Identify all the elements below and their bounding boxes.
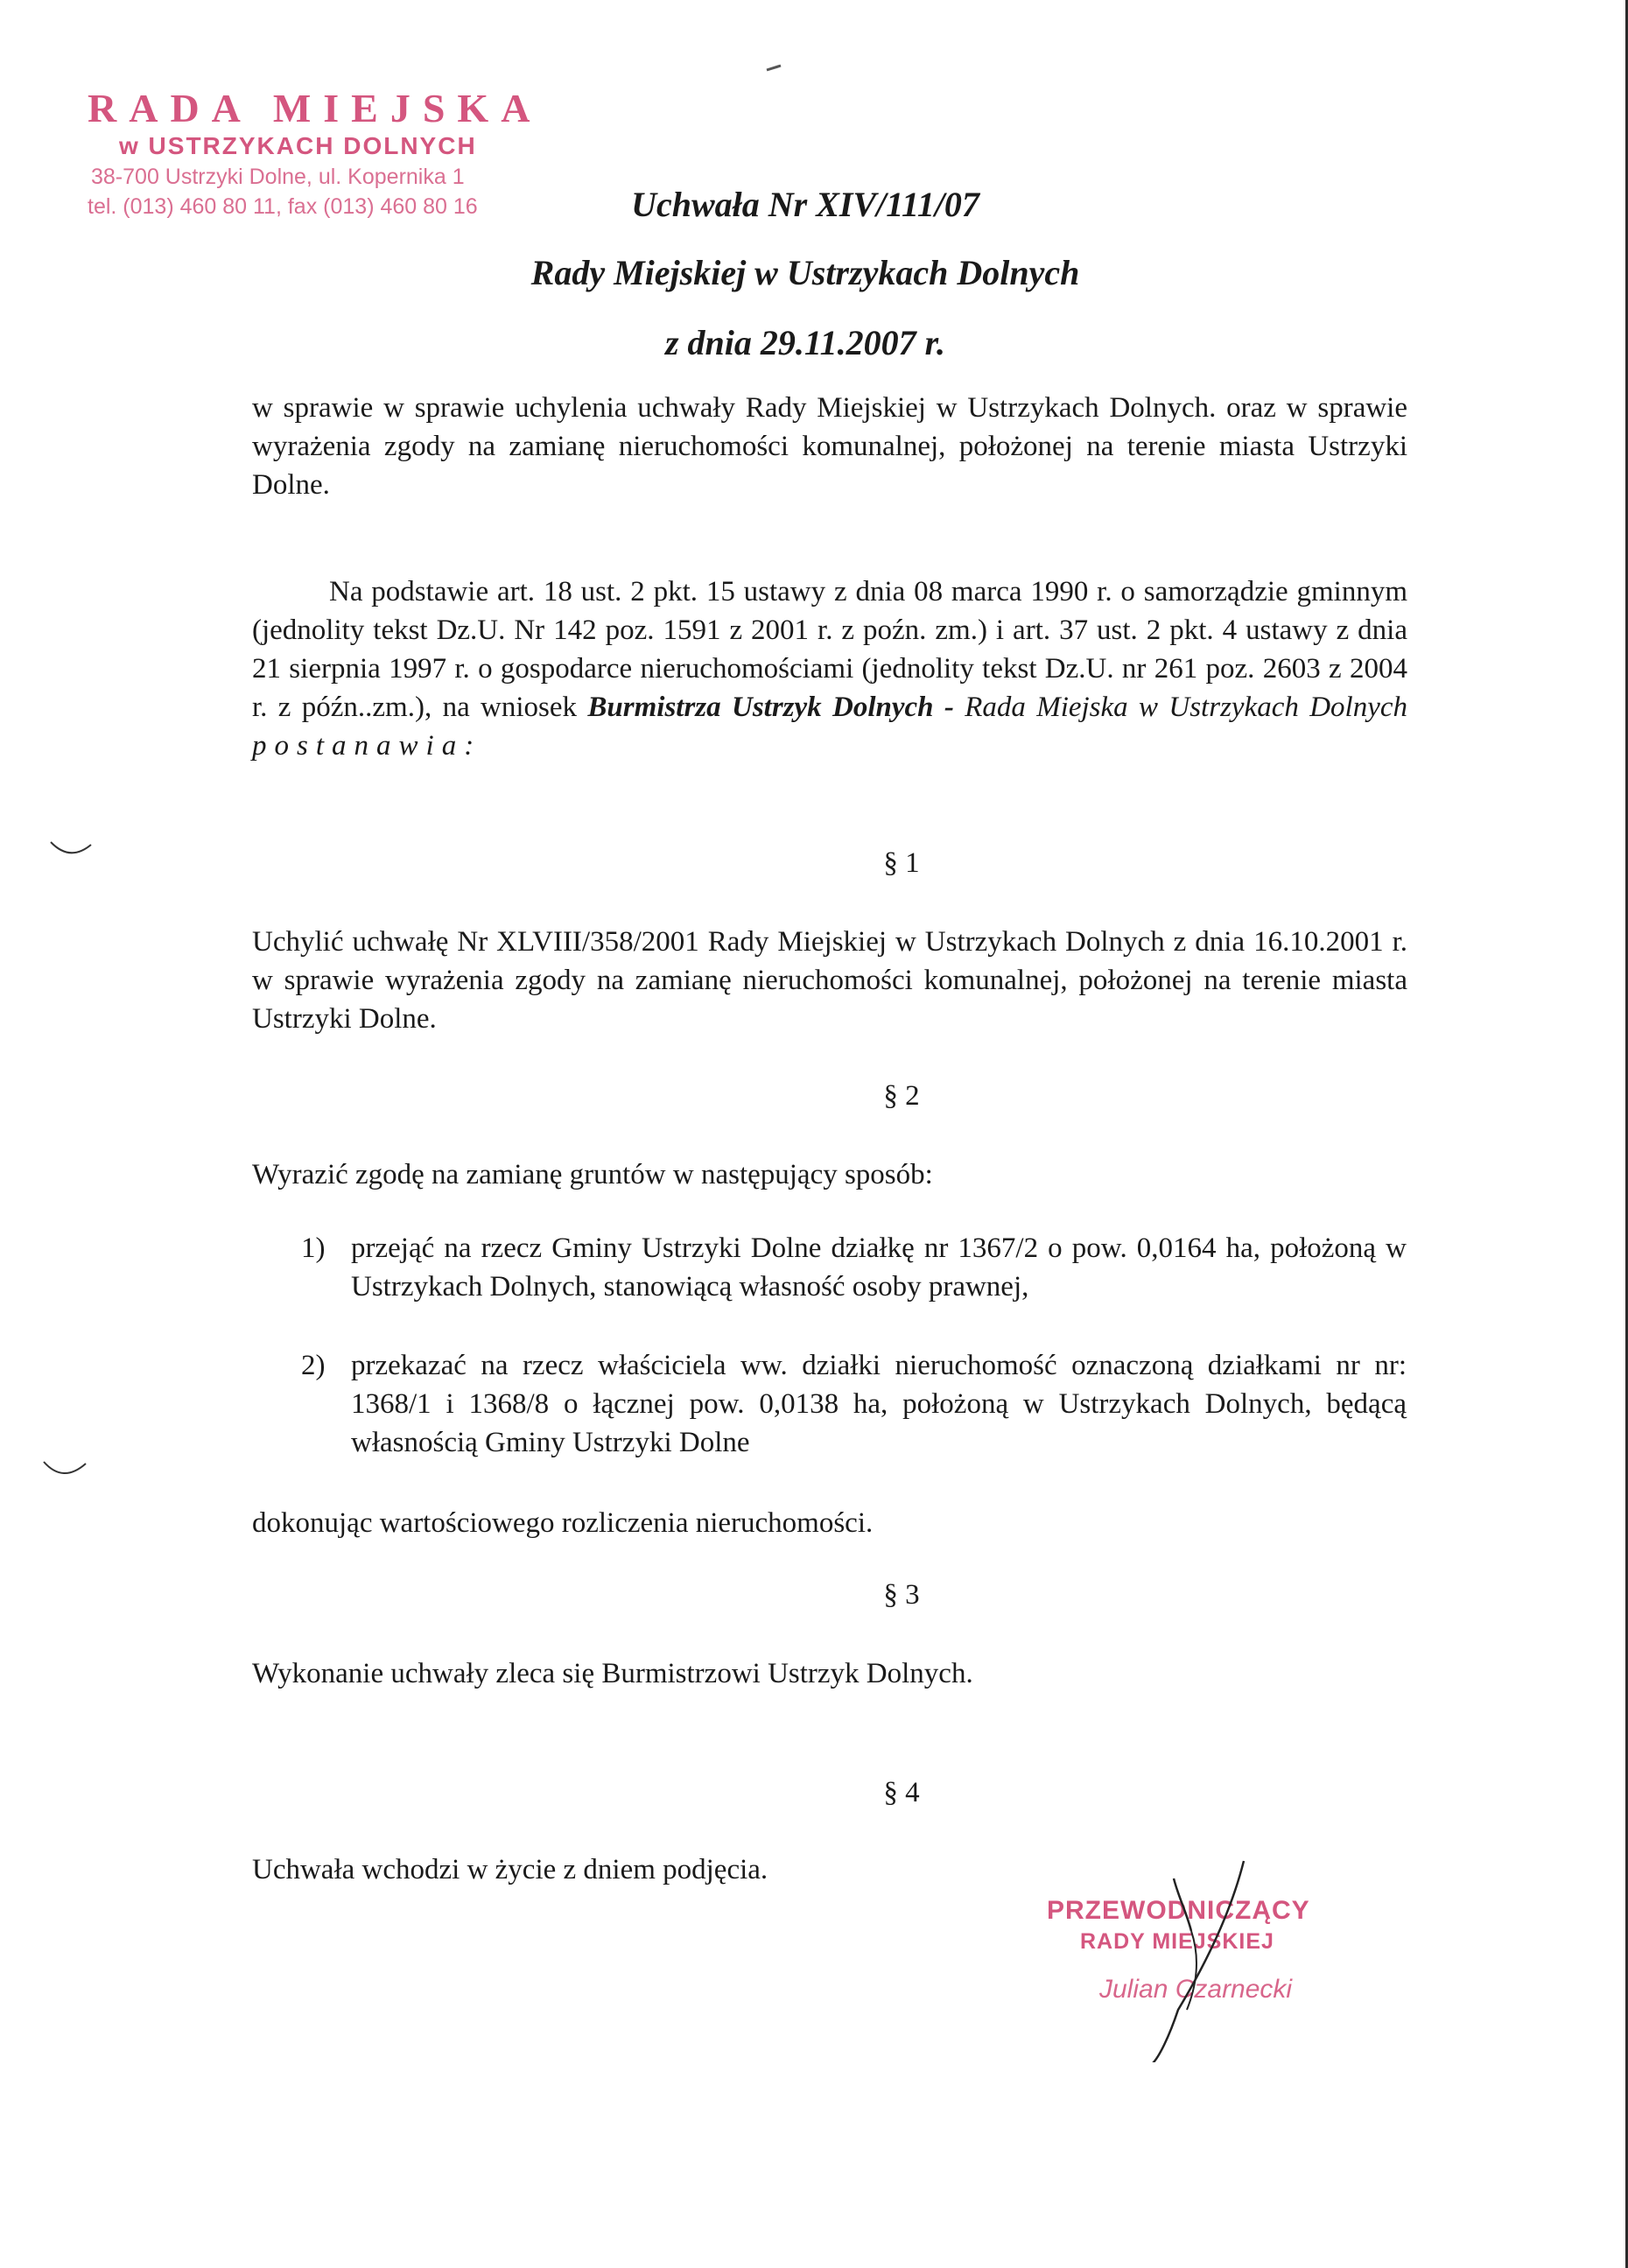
section-body-2: Wyrazić zgodę na zamianę gruntów w następujący sposób: (252, 1159, 933, 1190)
list-item-text: przejąć na rzecz Gminy Ustrzyki Dolne działkę nr 1367/2 o pow. 0,0164 ha, położoną w Ustrzykach Dolnych, stanowiącą własność osoby prawnej, (351, 1232, 1407, 1303)
section-body-4: Uchwała wchodzi w życie z dniem podjęcia. (252, 1854, 768, 1885)
chairman-signature-stamp (1047, 1887, 1362, 2036)
section-2-closing: dokonując wartościowego rozliczenia nieruchomości. (252, 1507, 874, 1539)
scan-speck (767, 66, 781, 70)
punch-mark-upper (51, 842, 91, 853)
resolution-subject: w sprawie w sprawie uchylenia uchwały Rady Miejskiej w Ustrzykach Dolnych. oraz w sprawie wyrażenia zgody na zamianę nieruchomości komunalnej, położonej na terenie miasta Ustrzyki Dolne. (252, 392, 1407, 501)
signature-name: Julian Czarnecki (1099, 1975, 1293, 2004)
list-item-number: 2) (301, 1350, 326, 1381)
legal-basis-council: Rada Miejska w Ustrzykach Dolnych (953, 692, 1407, 723)
punch-mark-lower (44, 1462, 86, 1473)
resolution-date: z dnia 29.11.2007 r. (664, 323, 946, 362)
stamp-phone: tel. (013) 460 80 11, fax (013) 460 80 16 (88, 194, 478, 219)
list-item (302, 1229, 1407, 1306)
section-mark-1: § 1 (883, 847, 920, 879)
handwritten-signature-icon (1047, 1835, 1362, 2062)
stamp-address: 38-700 Ustrzyki Dolne, ul. Kopernika 1 (91, 165, 465, 189)
signature-council: RADY MIEJSKIEJ (1080, 1929, 1274, 1954)
list-item-number: 1) (301, 1232, 326, 1264)
list-item-text: przekazać na rzecz właściciela ww. działki nieruchomość oznaczoną działkami nr nr: 1368/1 i 1368/8 o łącznej pow. 0,0138 ha, położoną w Ustrzykach Dolnych, będącą własnością Gminy Ustrzyki Dolne (351, 1350, 1407, 1458)
resolution-issuer: Rady Miejskiej w Ustrzykach Dolnych (530, 253, 1080, 292)
stamp-line-2: w USTRZYKACH DOLNYCH (119, 132, 477, 159)
resolution-title: Uchwała Nr XIV/111/07 (631, 185, 979, 224)
section-body-3: Wykonanie uchwały zleca się Burmistrzowi Ustrzyk Dolnych. (252, 1658, 973, 1689)
stamp-line-1: RADA MIEJSKA (88, 86, 543, 130)
section-mark-4: § 4 (883, 1777, 920, 1808)
section-mark-3: § 3 (883, 1579, 920, 1611)
legal-basis-text: Na podstawie art. 18 ust. 2 pkt. 15 ustawy z dnia 08 marca 1990 r. o samorządzie gminnym (jednolity tekst Dz.U. Nr 142 poz. 1591 z 2001 r. z poźn. zm.) i art. 37 ust. 2 pkt. 4 ustawy z dnia 21 sierpnia 1997 r. o gospodarce nieruchomościami (jednolity tekst Dz.U. nr 261 poz. 2603 z 2004 r. z późn..zm.), na wniosek (252, 576, 1407, 723)
list-item (302, 1346, 1407, 1462)
section-body-1: Uchylić uchwałę Nr XLVIII/358/2001 Rady Miejskiej w Ustrzykach Dolnych z dnia 16.10.2001 r. w sprawie wyrażenia zgody na zamianę nieruchomości komunalnej, położonej na terenie miasta Ustrzyki Dolne. (252, 926, 1407, 1035)
signature-title: PRZEWODNICZĄCY (1047, 1896, 1310, 1925)
legal-basis-applicant: Burmistrza Ustrzyk Dolnych - (587, 692, 954, 723)
legal-basis (252, 572, 1407, 765)
section-mark-2: § 2 (883, 1080, 920, 1112)
legal-basis-resolves: postanawia: (252, 730, 482, 762)
